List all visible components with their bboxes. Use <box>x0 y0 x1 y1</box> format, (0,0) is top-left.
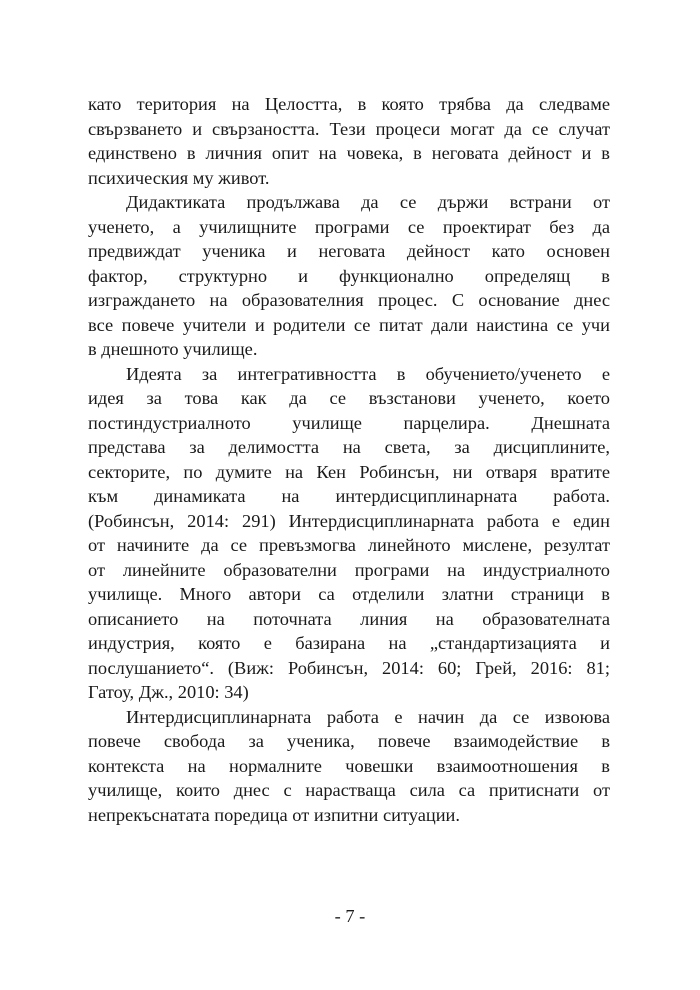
text-line: представа за делимостта на света, за дисциплините, <box>88 437 610 457</box>
text-line: Интердисциплинарната работа е начин да се извоюва <box>126 706 610 727</box>
paragraph-2 <box>88 190 610 362</box>
text-line: идея за това как да се възстанови ученето, което <box>88 388 610 408</box>
text-line: секторите, по думите на Кен Робинсън, ни отваря вратите <box>88 461 610 482</box>
text-line: ученето, а училищните програми се проектират без да <box>88 216 610 237</box>
text-line: все повече учители и родители се питат дали наистина се учи <box>88 314 610 335</box>
text-line: предвиждат ученика и неговата дейност като основен <box>88 241 610 261</box>
text-line: повече свобода за ученика, повече взаимодействие в <box>88 731 610 751</box>
paragraph-3 <box>88 362 610 705</box>
text-line: от линейните образователни програми на индустриалното <box>88 559 610 580</box>
text-line: в днешното училище. <box>88 339 258 359</box>
text-line: училище, които днес с нарастваща сила са притиснати от <box>88 780 610 800</box>
text-line: Идеята за интегративността в обучението/ученето е <box>126 363 610 384</box>
text-line: постиндустриалното училище парцелира. Днешната <box>88 412 610 433</box>
text-line: Дидактиката продължава да се държи встрани от <box>126 192 610 212</box>
body-text <box>88 92 610 827</box>
text-line: послушанието“. (Виж: Робинсън, 2014: 60; Грей, 2016: 81; <box>88 657 610 678</box>
text-line: контекста на нормалните човешки взаимоотношения в <box>88 755 610 776</box>
text-line: (Робинсън, 2014: 291) Интердисциплинарната работа е един <box>88 510 610 531</box>
page-number: - 7 - <box>334 906 366 926</box>
paragraph-4 <box>88 705 610 828</box>
text-line: изграждането на образователния процес. С основание днес <box>88 290 610 310</box>
paragraph-1 <box>88 92 610 190</box>
text-line: психическия му живот. <box>88 167 270 188</box>
text-line: описанието на поточната линия на образователната <box>88 608 610 629</box>
text-line: индустрия, която е базирана на „стандартизацията и <box>88 633 610 653</box>
text-line: фактор, структурно и функционално определящ в <box>88 265 610 286</box>
text-line: единствено в личния опит на човека, в неговата дейност и в <box>88 143 610 163</box>
text-line: училище. Много автори са отделили златни страници в <box>88 584 610 604</box>
text-line: от начините да се превъзмогва линейното мислене, резултат <box>88 535 610 555</box>
text-line: свързването и свързаността. Тези процеси могат да се случат <box>88 118 610 139</box>
text-line: към динамиката на интердисциплинарната работа. <box>88 486 610 506</box>
text-line: непрекъснатата поредица от изпитни ситуации. <box>88 804 460 825</box>
text-line: Гатоу, Дж., 2010: 34) <box>88 682 249 702</box>
text-line: като територия на Целостта, в която трябва да следваме <box>88 94 610 114</box>
